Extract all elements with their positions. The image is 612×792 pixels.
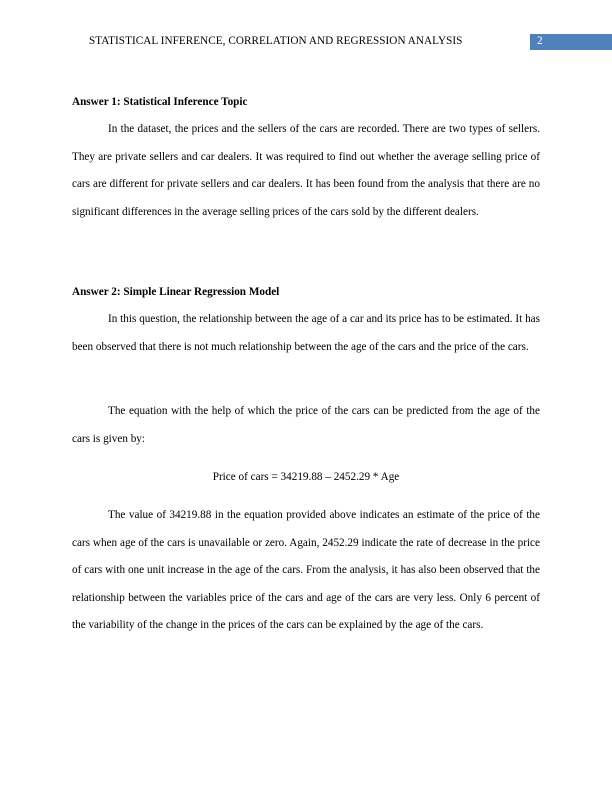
- paragraph-coefficient-interpretation: The value of 34219.88 in the equation provided above indicates an estimate of the price of the cars when age of the cars is unavailable or zero. Again, 2452.29 indicate the rate of decrease in the price of cars with one unit increase in the age of the cars. From the analysis, it has also been observed that the relationship between the variables price of the cars and age of the cars are very less. Only 6 percent of the variability of the change in the prices of the cars can be explained by the age of the cars.: [72, 509, 540, 632]
- running-header-title: STATISTICAL INFERENCE, CORRELATION AND REGRESSION ANALYSIS: [89, 35, 463, 47]
- page-number-bar: [530, 34, 612, 50]
- paragraph-statistical-inference: In the dataset, the prices and the sellers of the cars are recorded. There are two types of sellers. They are private sellers and car dealers. It was required to find out whether the average selling price of cars are different for private sellers and car dealers. It has been found from the analysis that there are no significant differences in the average selling prices of the cars sold by the different dealers.: [72, 123, 540, 218]
- paragraph-regression-intro: In this question, the relationship between the age of a car and its price has to be estimated. It has been observed that there is not much relationship between the age of the cars and the price of the cars.: [72, 313, 540, 353]
- paragraph-equation-lead: The equation with the help of which the price of the cars can be predicted from the age of the cars is given by:: [72, 405, 540, 445]
- regression-equation: Price of cars = 34219.88 – 2452.29 * Age: [212, 471, 400, 483]
- page-number: 2: [537, 35, 543, 47]
- section-heading-answer-2: Answer 2: Simple Linear Regression Model: [72, 286, 280, 298]
- section-heading-answer-1: Answer 1: Statistical Inference Topic: [72, 96, 248, 108]
